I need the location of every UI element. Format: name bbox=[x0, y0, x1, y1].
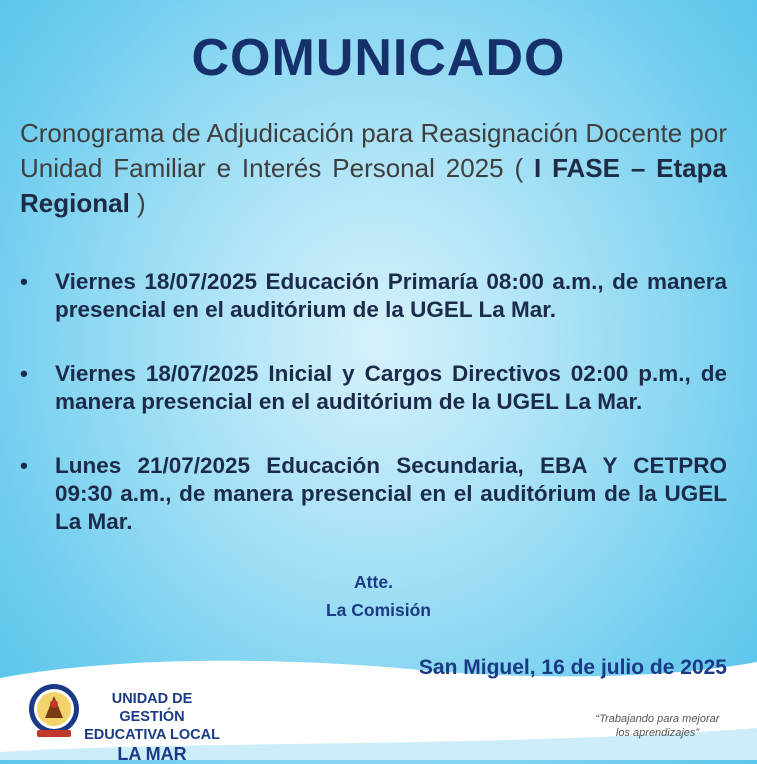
bullet-marker: • bbox=[20, 361, 28, 386]
schedule-item-text: Viernes 18/07/2025 Inicial y Cargos Directivos 02:00 p.m., de manera presencial en el auditórium de la UGEL La Mar. bbox=[55, 361, 727, 414]
signoff-atte: Atte. bbox=[354, 572, 393, 592]
slogan-line-2: los aprendizajes” bbox=[615, 727, 700, 739]
schedule-item bbox=[20, 268, 727, 324]
ugel-logo-text bbox=[82, 690, 222, 763]
signoff-commission: La Comisión bbox=[325, 600, 431, 620]
ugel-seal-icon bbox=[27, 682, 81, 740]
logo-line-2: EDUCATIVA LOCAL bbox=[84, 727, 220, 743]
schedule-item bbox=[20, 360, 727, 416]
subtitle-close: ) bbox=[129, 188, 146, 218]
bullet-marker: • bbox=[20, 453, 28, 478]
schedule-item-text: Viernes 18/07/2025 Educación Primaría 08:00 a.m., de manera presencial en el auditórium de la UGEL La Mar. bbox=[55, 269, 727, 322]
bullet-marker: • bbox=[20, 269, 28, 294]
slogan-line-1: “Trabajando para mejorar bbox=[595, 713, 720, 725]
logo-line-1: UNIDAD DE GESTIÓN bbox=[111, 691, 193, 725]
logo-line-3: LA MAR bbox=[117, 744, 187, 764]
page-title: COMUNICADO bbox=[191, 29, 566, 87]
issue-date: San Miguel, 16 de julio de 2025 bbox=[418, 656, 727, 679]
subtitle-text: Cronograma de Adjudicación para Reasignación Docente por Unidad Familiar e Interés Personal 2025 ( bbox=[20, 118, 727, 183]
slogan bbox=[575, 712, 740, 740]
schedule-item-text: Lunes 21/07/2025 Educación Secundaria, EBA Y CETPRO 09:30 a.m., de manera presencial en el auditórium de la UGEL La Mar. bbox=[55, 453, 727, 534]
schedule-item bbox=[20, 452, 727, 536]
schedule-subtitle bbox=[20, 116, 727, 221]
subtitle-phase: I FASE – Etapa Regional bbox=[20, 153, 727, 218]
